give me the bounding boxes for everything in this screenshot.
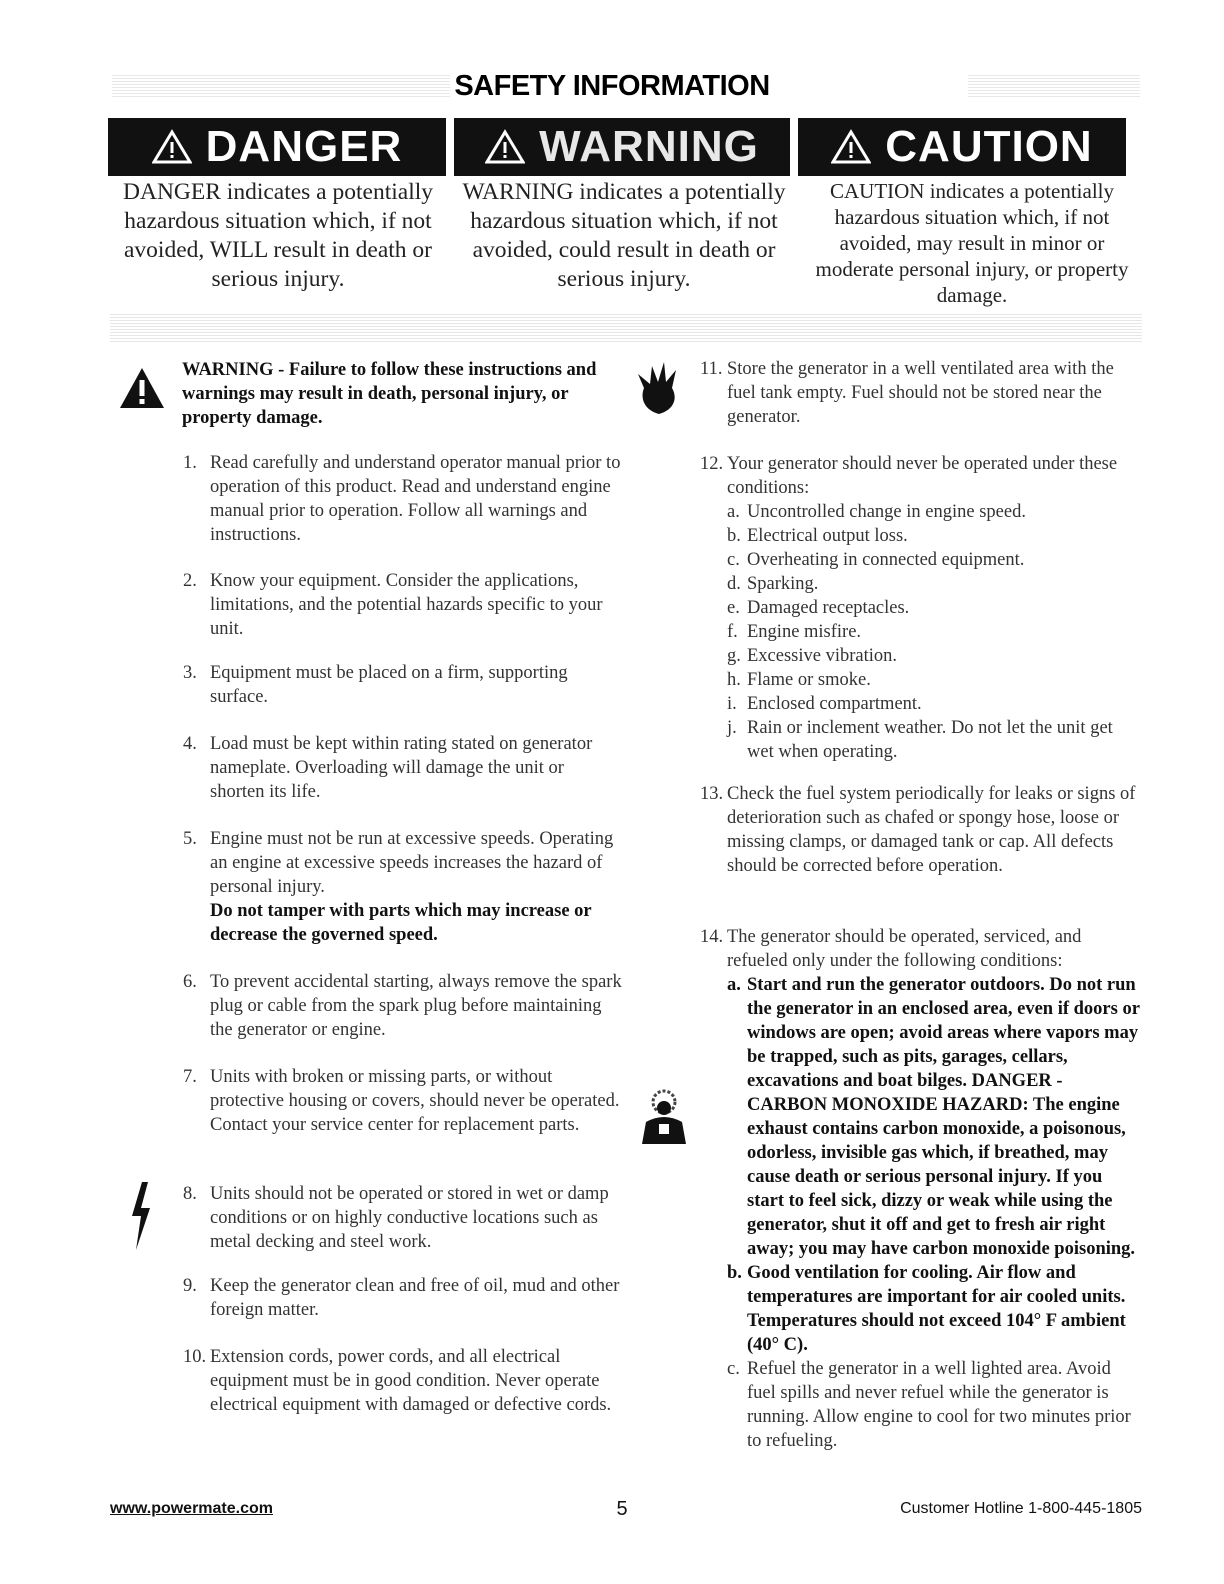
sub-text: Damaged receptacles. xyxy=(747,598,910,618)
sub-item xyxy=(727,716,1140,764)
list-item xyxy=(183,1065,623,1137)
sub-letter: b. xyxy=(727,1263,742,1283)
sub-letter: e. xyxy=(727,598,740,618)
caution-label: CAUTION xyxy=(885,122,1093,171)
item-text: Know your equipment. Consider the applications, limitations, and the potential hazards specific to your unit. xyxy=(210,571,603,639)
item-number: 6. xyxy=(183,972,197,992)
list-item xyxy=(183,569,623,641)
sub-item xyxy=(727,644,1140,668)
sub-item xyxy=(727,973,1140,1261)
item-text: To prevent accidental starting, always remove the spark plug or cable from the spark plug before maintaining the generator or engine. xyxy=(210,972,622,1040)
item-text: Check the fuel system periodically for leaks or signs of deterioration such as chafed or spongy hose, loose or missing clamps, or damaged tank or cap. All defects should be corrected before operation. xyxy=(727,784,1136,876)
caution-banner xyxy=(798,118,1126,176)
sub-letter: j. xyxy=(727,718,737,738)
sub-text: Excessive vibration. xyxy=(747,646,898,666)
page-number: 5 xyxy=(616,1498,628,1520)
header-hatch-right xyxy=(968,75,1140,97)
page-title: SAFETY INFORMATION xyxy=(454,70,770,102)
item-number: 8. xyxy=(183,1184,197,1204)
sub-item xyxy=(727,548,1140,572)
sub-letter: h. xyxy=(727,670,741,690)
customer-hotline: Customer Hotline 1-800-445-1805 xyxy=(900,1500,1142,1517)
list-item xyxy=(183,1345,623,1417)
list-item xyxy=(183,827,623,947)
alert-triangle-icon xyxy=(485,129,525,165)
warning-heading: WARNING - Failure to follow these instructions and warnings may result in death, personal injury, or property damage. xyxy=(182,360,597,428)
alert-triangle-icon xyxy=(831,129,871,165)
item-number: 2. xyxy=(183,571,197,591)
list-item xyxy=(700,925,1140,1453)
sub-text: Uncontrolled change in engine speed. xyxy=(747,502,1026,522)
item-number: 4. xyxy=(183,734,197,754)
caution-definition: CAUTION indicates a potentially hazardous situation which, if not avoided, may result in minor or moderate personal injury, or property damage. xyxy=(815,179,1129,307)
item-text: Engine must not be run at excessive speeds. Operating an engine at excessive speeds increases the hazard of personal injury. xyxy=(210,829,614,897)
warning-banner xyxy=(454,118,790,176)
warning-definition: WARNING indicates a potentially hazardous situation which, if not avoided, could result in death or serious injury. xyxy=(462,179,786,292)
danger-definition: DANGER indicates a potentially hazardous situation which, if not avoided, WILL result in death or serious injury. xyxy=(123,179,433,292)
item-text: Units should not be operated or stored in wet or damp conditions or on highly conductive locations such as metal decking and steel work. xyxy=(210,1184,609,1252)
sub-text: Refuel the generator in a well lighted area. Avoid fuel spills and never refuel while the generator is running. Allow engine to cool for two minutes prior to refueling. xyxy=(747,1359,1131,1451)
item-text: Your generator should never be operated under these conditions: xyxy=(727,454,1118,498)
item-number: 14. xyxy=(700,927,724,947)
sub-letter: a. xyxy=(727,975,741,995)
item-text: Units with broken or missing parts, or without protective housing or covers, should never be operated. Contact your service center for replacement parts. xyxy=(210,1067,620,1135)
sub-text: Electrical output loss. xyxy=(747,526,908,546)
sub-letter: g. xyxy=(727,646,741,666)
website-link[interactable]: www.powermate.com xyxy=(110,1500,273,1517)
sub-letter: b. xyxy=(727,526,741,546)
list-item xyxy=(183,1274,623,1322)
danger-banner xyxy=(108,118,446,176)
sub-item xyxy=(727,692,1140,716)
item-number: 12. xyxy=(700,454,724,474)
warning-triangle-icon xyxy=(118,366,166,410)
list-item xyxy=(700,782,1140,878)
item-text: Keep the generator clean and free of oil, mud and other foreign matter. xyxy=(210,1276,620,1320)
sub-item xyxy=(727,524,1140,548)
sub-item xyxy=(727,572,1140,596)
list-item xyxy=(183,732,623,804)
carbon-monoxide-hazard-icon xyxy=(632,1088,696,1146)
sub-text: Engine misfire. xyxy=(747,622,862,642)
sub-item xyxy=(727,596,1140,620)
list-item xyxy=(183,970,623,1042)
list-item xyxy=(183,451,623,547)
item-number: 7. xyxy=(183,1067,197,1087)
item-text: Load must be kept within rating stated on generator nameplate. Overloading will damage the unit or shorten its life. xyxy=(210,734,593,802)
sub-letter: d. xyxy=(727,574,741,594)
item-number: 5. xyxy=(183,829,197,849)
item-text: Equipment must be placed on a firm, supporting surface. xyxy=(210,663,568,707)
sub-letter: f. xyxy=(727,622,738,642)
sub-text: Start and run the generator outdoors. Do not run the generator in an enclosed area, even if doors or windows are open; avoid areas where vapors may be trapped, such as pits, garages, cellars, excavations and boat bilges. DANGER - CARBON MONOXIDE HAZARD: The engine exhaust contains carbon monoxide, a poisonous, odorless, invisible gas which, if breathed, may cause death or serious personal injury. If you start to feel sick, dizzy or weak while using the generator, shut it off and get to fresh air right away; you may have carbon monoxide poisoning. xyxy=(747,975,1140,1259)
item-bold-text: Do not tamper with parts which may increase or decrease the governed speed. xyxy=(210,901,592,945)
sub-text: Rain or inclement weather. Do not let the unit get wet when operating. xyxy=(747,718,1113,762)
danger-label: DANGER xyxy=(205,122,403,171)
alert-triangle-icon xyxy=(152,129,192,165)
sub-item xyxy=(727,500,1140,524)
sub-item xyxy=(727,620,1140,644)
sub-text: Flame or smoke. xyxy=(747,670,871,690)
sub-text: Good ventilation for cooling. Air flow and temperatures are important for air cooled units. Temperatures should not exceed 104° F ambient (40° C). xyxy=(747,1263,1126,1355)
list-item xyxy=(700,452,1140,764)
item-number: 9. xyxy=(183,1276,197,1296)
fire-icon xyxy=(634,360,684,416)
sub-letter: c. xyxy=(727,550,740,570)
sub-item xyxy=(727,668,1140,692)
sub-letter: c. xyxy=(727,1359,740,1379)
sub-text: Sparking. xyxy=(747,574,819,594)
warning-label: WARNING xyxy=(539,122,759,171)
sub-item xyxy=(727,1261,1140,1357)
item-number: 1. xyxy=(183,453,197,473)
item-number: 3. xyxy=(183,663,197,683)
item-text: The generator should be operated, serviced, and refueled only under the following conditions: xyxy=(727,927,1082,971)
item-text: Read carefully and understand operator manual prior to operation of this product. Read and understand engine manual prior to operation. Follow all warnings and instructions. xyxy=(210,453,621,545)
item-text: Extension cords, power cords, and all electrical equipment must be in good condition. Never operate electrical equipment with damaged or defective cords. xyxy=(210,1347,612,1415)
sub-letter: a. xyxy=(727,502,740,522)
list-item xyxy=(183,661,623,709)
sub-item xyxy=(727,1357,1140,1453)
sub-text: Enclosed compartment. xyxy=(747,694,922,714)
sub-text: Overheating in connected equipment. xyxy=(747,550,1025,570)
item-text: Store the generator in a well ventilated area with the fuel tank empty. Fuel should not be stored near the generator. xyxy=(727,359,1114,427)
list-item xyxy=(183,1182,623,1254)
lightning-bolt-icon xyxy=(128,1180,154,1252)
divider-hatch xyxy=(110,312,1142,342)
item-number: 10. xyxy=(183,1347,207,1367)
item-number: 11. xyxy=(700,359,723,379)
sub-letter: i. xyxy=(727,694,737,714)
item-number: 13. xyxy=(700,784,724,804)
list-item xyxy=(700,357,1140,429)
